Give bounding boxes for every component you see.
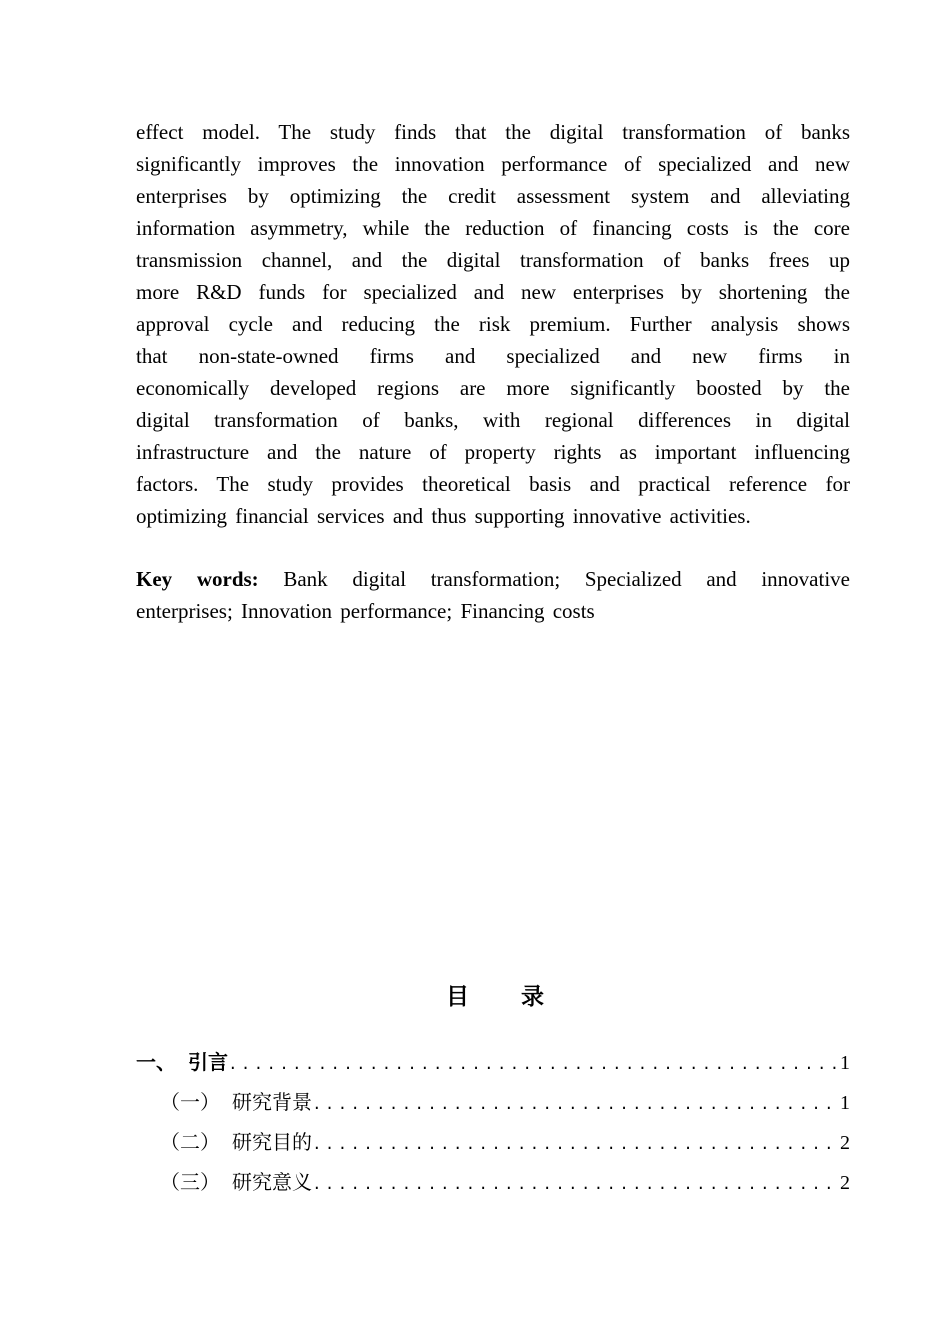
toc-entry-page: 2: [840, 1132, 850, 1154]
dot-leader: [312, 1167, 840, 1203]
abstract-line: economically developed regions are more significantly boosted by the: [136, 376, 850, 400]
abstract-line: significantly improves the innovation performance of specialized and new: [136, 152, 850, 176]
toc-entry-number: （一）: [160, 1090, 220, 1114]
abstract-line: enterprises by optimizing the credit assessment system and alleviating: [136, 184, 850, 208]
abstract-line: effect model. The study finds that the digital transformation of banks: [136, 120, 850, 144]
toc-title-char: 录: [521, 984, 544, 1010]
toc-entry-label: 研究背景: [232, 1092, 312, 1114]
abstract-line: information asymmetry, while the reduction of financing costs is the core: [136, 216, 850, 240]
toc-title-char: 目: [446, 984, 469, 1010]
table-of-contents: [136, 1044, 850, 1204]
toc-entry-label: 研究目的: [232, 1132, 312, 1154]
dot-leader: [228, 1047, 840, 1083]
dot-leader: [312, 1127, 840, 1163]
keywords-line-1: [136, 563, 850, 595]
toc-entry-page: 2: [840, 1172, 850, 1194]
toc-entry[interactable]: [136, 1164, 850, 1204]
dot-leader: [312, 1087, 840, 1123]
abstract-body: [136, 116, 850, 532]
toc-entry[interactable]: [136, 1044, 850, 1084]
abstract-line: approval cycle and reducing the risk premium. Further analysis shows: [136, 312, 850, 336]
toc-entry-number: （三）: [160, 1170, 220, 1194]
keywords: [136, 563, 850, 627]
toc-entry[interactable]: [136, 1124, 850, 1164]
abstract-line: more R&D funds for specialized and new enterprises by shortening the: [136, 280, 850, 304]
abstract-line: digital transformation of banks, with regional differences in digital: [136, 408, 850, 432]
keywords-line-2: enterprises; Innovation performance; Financing costs: [136, 599, 595, 623]
toc-entry-page: 1: [840, 1092, 850, 1114]
abstract-line: optimizing financial services and thus supporting innovative activities.: [136, 504, 751, 528]
toc-entry[interactable]: [136, 1084, 850, 1124]
toc-entry-label: 研究意义: [232, 1172, 312, 1194]
toc-entry-label: 引言: [188, 1050, 228, 1074]
toc-entry-number: 一、: [136, 1050, 176, 1074]
toc-title: [0, 978, 950, 1011]
keywords-text-1: Bank digital transformation; Specialized and innovative: [283, 567, 850, 591]
abstract-line: transmission channel, and the digital transformation of banks frees up: [136, 248, 850, 272]
keywords-label: Key words:: [136, 567, 259, 591]
abstract-line: that non-state-owned firms and specialized and new firms in: [136, 344, 850, 368]
abstract-line: factors. The study provides theoretical basis and practical reference for: [136, 472, 850, 496]
toc-entry-number: （二）: [160, 1130, 220, 1154]
toc-entry-page: 1: [840, 1052, 850, 1074]
abstract-line: infrastructure and the nature of property rights as important influencing: [136, 440, 850, 464]
